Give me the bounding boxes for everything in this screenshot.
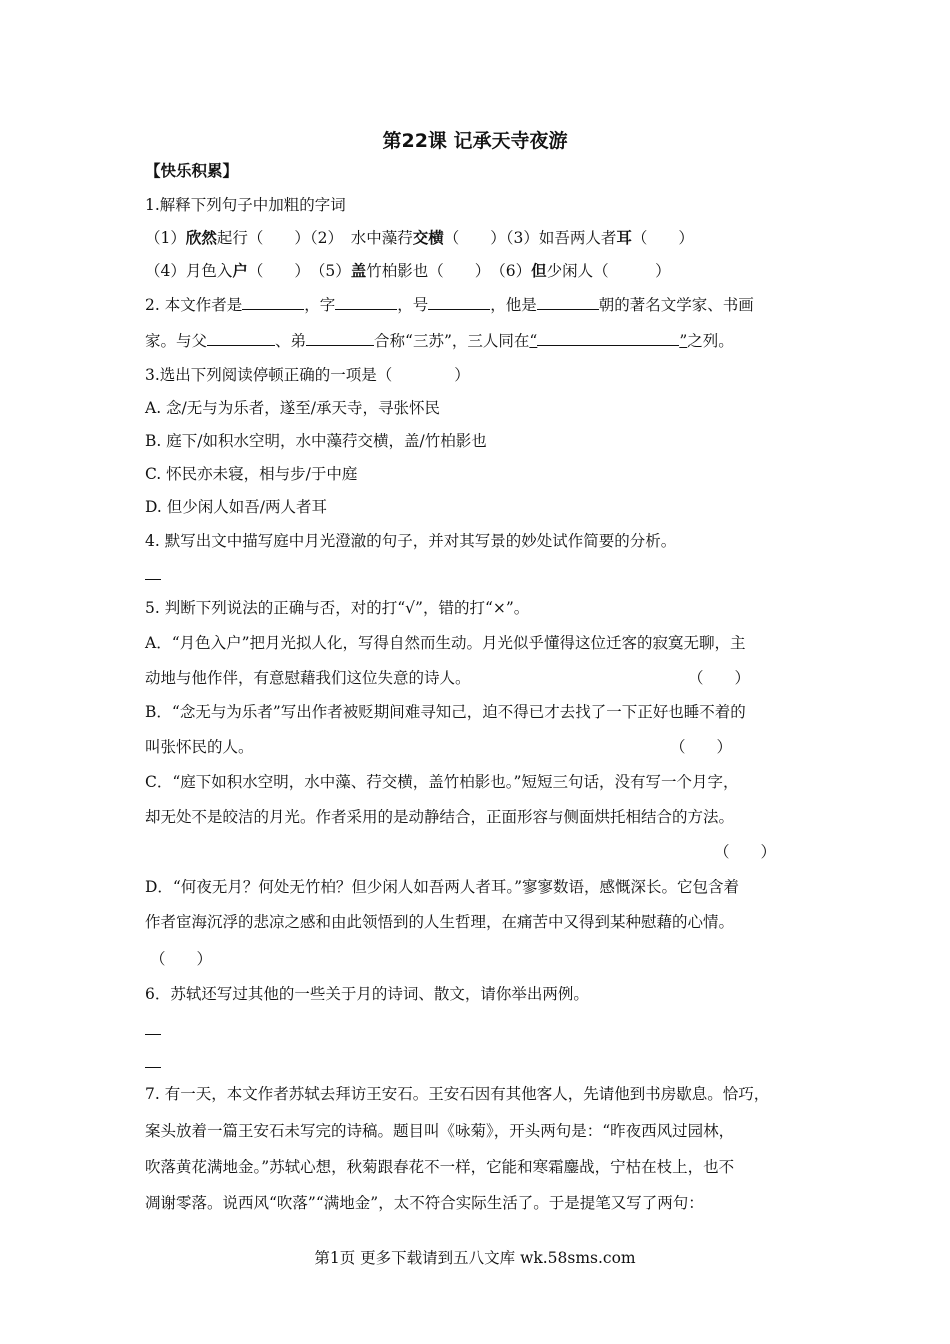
q1-bold-word: 欣然 bbox=[185, 229, 217, 247]
answer-line[interactable] bbox=[145, 1034, 161, 1035]
q5-d-line1: D．“何夜无月？何处无竹柏？但少闲人如吾两人者耳。”寥寥数语，感慨深长。它包含着 bbox=[145, 878, 740, 896]
q5-b-line2: 叫张怀民的人。 bbox=[145, 738, 254, 756]
q1-bold-word: 户 bbox=[232, 262, 248, 280]
q3-option-b[interactable]: B. 庭下/如积水空明，水中藻荇交横，盖/竹柏影也 bbox=[145, 432, 487, 450]
q1-r2-text: 竹柏影也（ ） （6） bbox=[366, 262, 532, 280]
q7-line2: 案头放着一篇王安石未写完的诗稿。题目叫《咏菊》，开头两句是：“昨夜西风过园林， bbox=[145, 1122, 735, 1140]
page-title: 第22课 记承天寺夜游 bbox=[382, 130, 568, 152]
q7-line1: 7. 有一天，本文作者苏轼去拜访王安石。王安石因有其他客人，先请他到书房歇息。恰巧， bbox=[145, 1085, 770, 1103]
dynasty-blank[interactable] bbox=[537, 294, 599, 310]
quote-open: “ bbox=[529, 332, 538, 350]
q7-line4: 凋谢零落。说西风“吹落”“满地金”，太不符合实际生活了。于是提笔又写了两句： bbox=[145, 1194, 704, 1212]
q7-line3: 吹落黄花满地金。”苏轼心想，秋菊跟春花不一样，它能和寒霜鏖战，宁枯在枝上，也不 bbox=[145, 1158, 735, 1176]
pen-name-blank[interactable] bbox=[428, 294, 490, 310]
q2-text: 朝的著名文学家、书画 bbox=[598, 296, 754, 314]
q3-option-c[interactable]: C. 怀民亦未寝，相与步/于中庭 bbox=[145, 465, 358, 483]
q1-bold-word: 交横 bbox=[412, 229, 444, 247]
q5-c-line2: 却无处不是皎洁的月光。作者采用的是动静结合，正面形容与侧面烘托相结合的方法。 bbox=[145, 808, 735, 826]
q2-text: ，他是 bbox=[490, 296, 537, 314]
q2-text: ，字 bbox=[304, 296, 336, 314]
page-footer: 第1页 更多下载请到五八文库 wk.58sms.com bbox=[314, 1249, 636, 1267]
q1-stem: 1.解释下列句子中加粗的字词 bbox=[145, 196, 346, 214]
q2-text: 家。与父 bbox=[145, 332, 208, 350]
q3-stem: 3.选出下列阅读停顿正确的一项是（ ） bbox=[145, 366, 470, 384]
q1-r2-text: （ ） （5） bbox=[247, 262, 351, 280]
q1-bold-word: 耳 bbox=[616, 229, 632, 247]
q5-d-answer-paren[interactable]: （ ） bbox=[150, 950, 213, 968]
q2-text: 、弟 bbox=[275, 332, 307, 350]
q6-stem: 6．苏轼还写过其他的一些关于月的诗词、散文，请你举出两例。 bbox=[145, 985, 589, 1003]
group-name-blank[interactable] bbox=[537, 330, 679, 346]
q2-text: 2. 本文作者是 bbox=[145, 296, 243, 314]
q2-line1 bbox=[145, 294, 754, 316]
section-heading: 【快乐积累】 bbox=[145, 162, 239, 180]
brother-name-blank[interactable] bbox=[306, 330, 374, 346]
q3-option-a[interactable]: A. 念/无与为乐者，遂至/承天寺，寻张怀民 bbox=[145, 399, 440, 417]
q1-r1-text: 起行（ ）（2） 水中藻荇 bbox=[216, 229, 413, 247]
q1-r2-text: 少闲人（ ） bbox=[546, 262, 671, 280]
q5-a-line2: 动地与他作伴，有意慰藉我们这位失意的诗人。 bbox=[145, 669, 471, 687]
q2-line2 bbox=[145, 330, 734, 352]
q5-a-line1: A．“月色入户”把月光拟人化，写得自然而生动。月光似乎懂得这位迁客的寂寞无聊，主 bbox=[145, 634, 746, 652]
q4-stem: 4. 默写出文中描写庭中月光澄澈的句子，并对其写景的妙处试作简要的分析。 bbox=[145, 532, 677, 550]
q2-text: 之列。 bbox=[687, 332, 734, 350]
answer-line[interactable] bbox=[145, 1067, 161, 1068]
author-name-blank[interactable] bbox=[242, 294, 304, 310]
q3-option-d[interactable]: D. 但少闲人如吾/两人者耳 bbox=[145, 498, 327, 516]
quote-close: ” bbox=[679, 332, 688, 350]
q5-c-answer-paren[interactable]: （ ） bbox=[714, 843, 777, 861]
q5-d-line2: 作者宦海沉浮的悲凉之感和由此领悟到的人生哲理，在痛苦中又得到某种慰藉的心情。 bbox=[145, 913, 735, 931]
q5-b-answer-paren[interactable]: （ ） bbox=[670, 738, 733, 756]
answer-line[interactable] bbox=[145, 579, 161, 580]
q2-text: 合称“三苏”，三人同在 bbox=[374, 332, 530, 350]
q1-r1-text: （ ） bbox=[631, 229, 694, 247]
q5-a-answer-paren[interactable]: （ ） bbox=[688, 669, 751, 687]
q1-row2 bbox=[145, 260, 671, 282]
q1-row1 bbox=[145, 227, 694, 249]
q1-bold-word: 但 bbox=[531, 262, 547, 280]
courtesy-name-blank[interactable] bbox=[335, 294, 397, 310]
q1-r1-text: （ ）（3）如吾两人者 bbox=[443, 229, 617, 247]
q1-r2-text: （4）月色入 bbox=[145, 262, 233, 280]
q5-b-line1: B．“念无与为乐者”写出作者被贬期间难寻知己，迫不得已才去找了一下正好也睡不着的 bbox=[145, 703, 746, 721]
q2-text: ，号 bbox=[397, 296, 429, 314]
q5-stem: 5. 判断下列说法的正确与否，对的打“√”，错的打“×”。 bbox=[145, 599, 530, 617]
q5-c-line1: C．“庭下如积水空明，水中藻、荇交横，盖竹柏影也。”短短三句话，没有写一个月字， bbox=[145, 773, 739, 791]
q1-bold-word: 盖 bbox=[350, 262, 367, 280]
q1-r1-text: （1） bbox=[145, 229, 186, 247]
father-name-blank[interactable] bbox=[207, 330, 275, 346]
